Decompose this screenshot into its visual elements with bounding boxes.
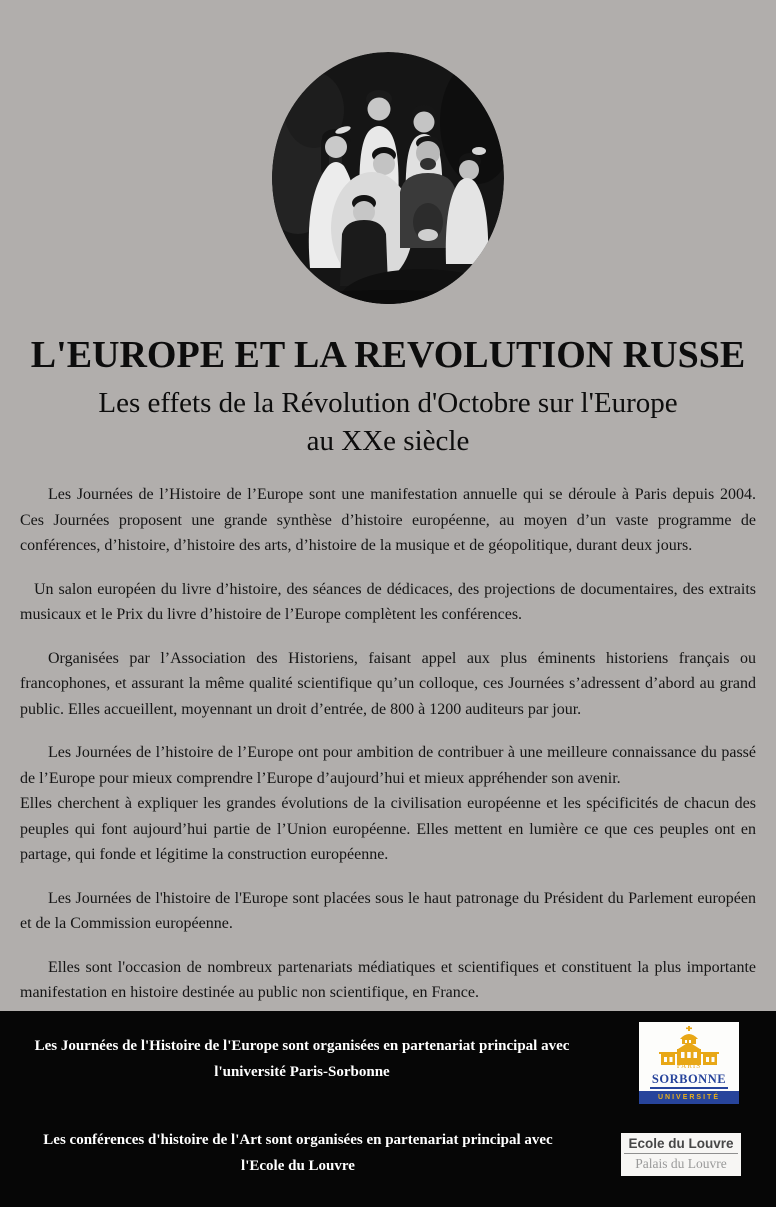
louvre-partnership-line-1: Les conférences d'histoire de l'Art sont organisées en partenariat principal avec [43, 1132, 553, 1148]
paragraph-5: Elles cherchent à expliquer les grandes évolutions de la civilisation européenne et les spécificités de chacun des peuples qui font aujourd’hui partie de l’Union européenne. Elles mettent en lumière ce que ces peuples ont en partage, qui fonde et légitime la construction européenne. [20, 795, 756, 863]
paragraph-6: Les Journées de l'histoire de l'Europe sont placées sous le haut patronage du Président du Parlement européen et de la Commission européenne. [20, 889, 756, 932]
sorbonne-partnership-text [2, 1033, 602, 1085]
sorbonne-logo-paris-label: PARIS [676, 1062, 702, 1070]
paragraph-7: Elles sont l'occasion de nombreux partenariats médiatiques et scientifiques et constituent la plus importante manifestation en histoire destinée au public non scientifique, en France. [20, 958, 756, 1001]
paragraph-4: Les Journées de l’histoire de l’Europe ont pour ambition de contribuer à une meilleure connaissance du passé de l’Europe pour mieux comprendre l’Europe d’aujourd’hui et mieux appréhender son avenir. [20, 744, 756, 787]
ecole-du-louvre-logo [621, 1133, 741, 1176]
sorbonne-building-icon [658, 1025, 720, 1065]
louvre-partnership-text [2, 1127, 594, 1179]
paris-sorbonne-university-logo [639, 1022, 739, 1104]
paragraph-1: Les Journées de l’Histoire de l’Europe sont une manifestation annuelle qui se déroule à Paris depuis 2004. Ces Journées proposent une grande synthèse d’histoire européenne, au moyen d’un vaste programme de conférences, d’histoire, d’histoire des arts, d’histoire de la musique et de géopolitique, durant deux jours. [20, 486, 756, 554]
paragraph-3: Organisées par l’Association des Historiens, faisant appel aux plus éminents historiens français ou francophones, et assurant la même qualité scientifique qu’un colloque, ces Journées s’adressent d’abord au grand public. Elles accueillent, moyennant un droit d’entrée, de 800 à 1200 auditeurs par jour. [20, 649, 756, 718]
louvre-partnership-line-2: l'Ecole du Louvre [241, 1158, 355, 1174]
partners-footer [0, 1011, 776, 1207]
ecole-du-louvre-logo-name: Ecole du Louvre [628, 1136, 734, 1151]
page-subtitle [0, 384, 776, 460]
subtitle-line-1: Les effets de la Révolution d'Octobre sur l'Europe [98, 387, 678, 419]
sorbonne-partnership-line-1: Les Journées de l'Histoire de l'Europe sont organisées en partenariat principal avec [34, 1038, 570, 1054]
romanov-family-portrait-graphic [272, 52, 504, 304]
page-title: L'EUROPE ET LA REVOLUTION RUSSE [30, 334, 746, 376]
sorbonne-logo-name: SORBONNE [650, 1073, 728, 1089]
sorbonne-logo-universite-band: UNIVERSITÉ [639, 1091, 739, 1104]
sorbonne-partnership-line-2: l'université Paris-Sorbonne [214, 1064, 390, 1080]
paragraph-2: Un salon européen du livre d’histoire, des séances de dédicaces, des projections de documentaires, des extraits musicaux et le Prix du livre d’histoire de l’Europe complètent les conférences. [20, 580, 756, 623]
palais-du-louvre-label: Palais du Louvre [635, 1156, 727, 1171]
romanov-family-photo [272, 52, 504, 304]
body-text [0, 482, 776, 1006]
subtitle-line-2: au XXe siècle [306, 425, 470, 457]
